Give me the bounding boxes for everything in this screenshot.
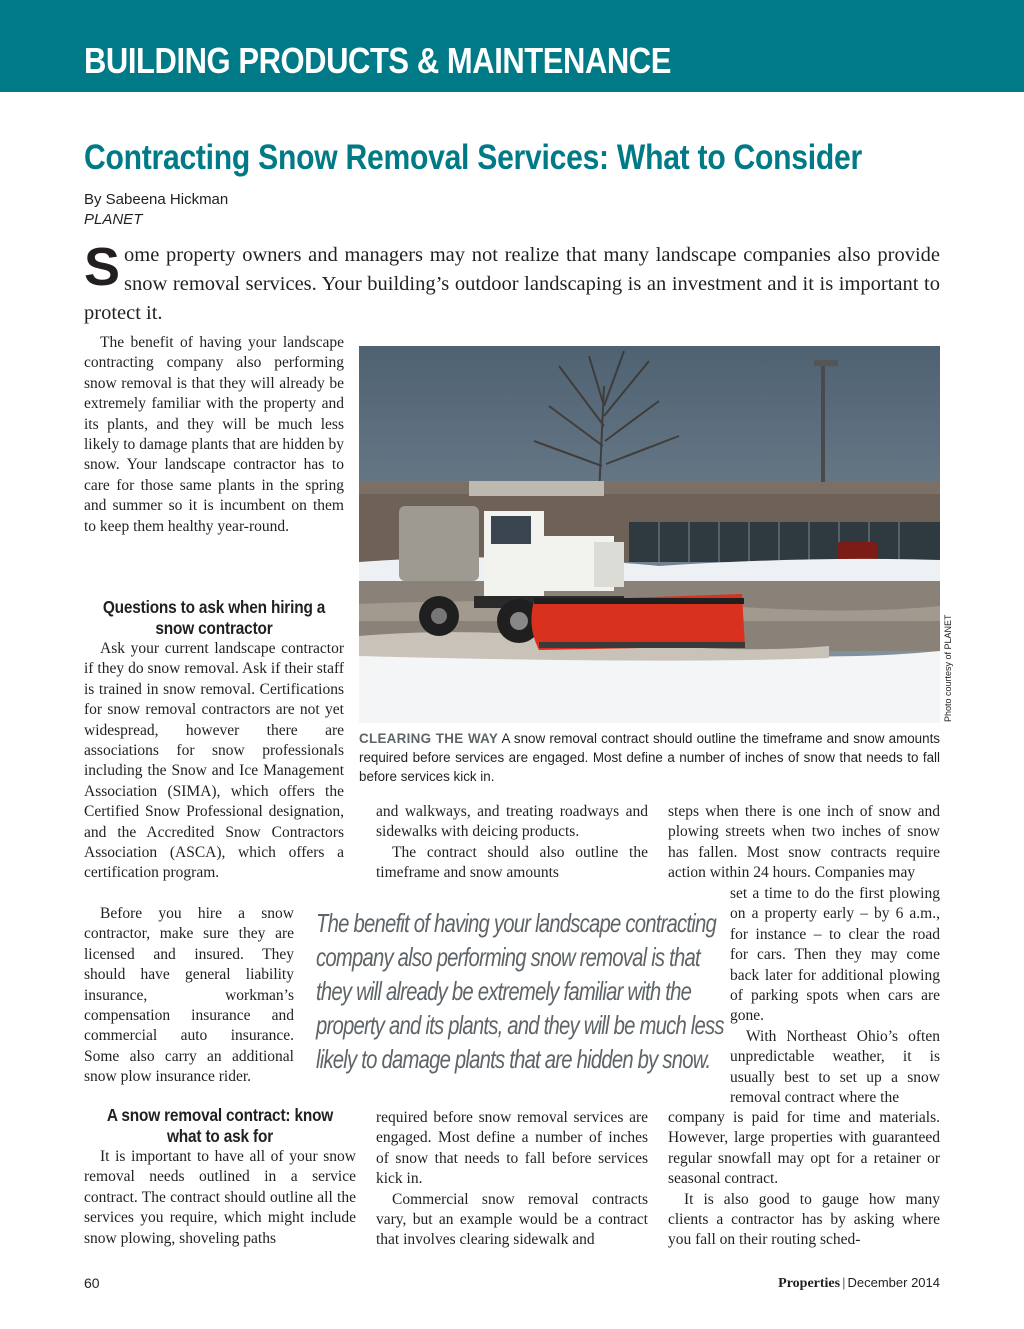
- article-title: Contracting Snow Removal Services: What to Consider: [84, 138, 862, 177]
- body-paragraph: With Northeast Ohio’s often unpredictable weather, it is usually best to set up a snow removal contract where the: [730, 1027, 940, 1107]
- pull-quote-line: company also performing snow removal is that: [316, 942, 700, 972]
- column-2-bottom: [376, 1108, 648, 1251]
- drop-cap: S: [84, 237, 121, 297]
- caption-lead: CLEARING THE WAY: [359, 731, 499, 746]
- pull-quote-line: they will already be extremely familiar with the: [316, 976, 692, 1006]
- intro-text: ome property owners and managers may not realize that many landscape companies also provide snow removal services. Your building’s outdoor landscaping is an investment and it is important to protect it.: [84, 244, 940, 324]
- body-paragraph: The contract should also outline the timeframe and snow amounts: [376, 843, 648, 882]
- body-paragraph: company is paid for time and materials. However, large properties with guaranteed regular snowfall may opt for a retainer or seasonal contract.: [668, 1109, 940, 1188]
- body-paragraph: It is also good to gauge how many clients a contractor has by asking where you fall on their routing sched-: [668, 1190, 940, 1249]
- body-paragraph: steps when there is one inch of snow and plowing streets when two inches of snow has fallen. Most snow contracts require action within 24 hours. Companies may: [668, 803, 940, 882]
- column-3-wrap: [730, 884, 940, 1108]
- body-paragraph: The benefit of having your landscape contracting company also performing snow removal is that they will already be extremely familiar with the property and its plants, and they will be much less likely to damage plants that are hidden by snow. Your landscape contractor has to care for those same plants in the spring and summer so it is incumbent on them to keep them healthy year-round.: [84, 334, 344, 535]
- pull-quote-line: likely to damage plants that are hidden by snow.: [316, 1044, 711, 1074]
- column-2-top: [376, 802, 648, 884]
- snowplow-photo: [359, 346, 940, 723]
- byline: [84, 190, 228, 230]
- body-paragraph: It is important to have all of your snow removal needs outlined in a service contract. The contract should outline all the services you require, which might include snow plowing, shoveling paths: [84, 1148, 356, 1247]
- pull-quote-line: property and its plants, and they will be much less: [316, 1010, 724, 1040]
- publication-name: Properties: [778, 1276, 841, 1291]
- photo-caption: [359, 729, 940, 786]
- caption-text: A snow removal contract should outline the timeframe and snow amounts required before services are engaged. Most define a number of inches of snow that needs to fall before services kick in.: [359, 731, 940, 784]
- column-3-bottom: [668, 1108, 940, 1251]
- pull-quote: [316, 906, 726, 1076]
- footer-separator: |: [842, 1275, 846, 1290]
- column-1-bottom: [84, 1105, 356, 1249]
- author-organization: PLANET: [84, 211, 143, 228]
- body-paragraph: Before you hire a snow contractor, make sure they are licensed and insured. They should have general liability insurance, workman’s compensation insurance and commercial auto insurance. Some also carry an additional snow plow insurance rider.: [84, 905, 294, 1086]
- body-paragraph: and walkways, and treating roadways and sidewalks with deicing products.: [376, 803, 648, 841]
- intro-paragraph: [84, 237, 940, 328]
- body-paragraph: set a time to do the first plowing on a property early – by 6 a.m., for instance – to clear the road for cars. Then they may come back later for additional plowing of parking spots when cars are gone.: [730, 885, 940, 1025]
- column-1-top: [84, 333, 344, 537]
- section-title: BUILDING PRODUCTS & MAINTENANCE: [84, 40, 671, 81]
- body-paragraph: Commercial snow removal contracts vary, but an example would be a contract that involves clearing sidewalk and: [376, 1190, 648, 1249]
- page-number: 60: [84, 1275, 100, 1291]
- body-paragraph: Ask your current landscape contractor if they do snow removal. Ask if their staff is trained in snow removal. Certifications for snow removal contractors are not yet widespread, however there are associations for snow professionals including the Snow and Ice Management Association (SIMA), which offers the Certified Snow Professional designation, and the Accredited Snow Contractors Association (ASCA), which offers a certification program.: [84, 640, 344, 882]
- column-3-top: [668, 802, 940, 884]
- subhead-hiring: Questions to ask when hiring a snow contractor: [102, 597, 326, 638]
- photo-credit: Photo courtesy of PLANET: [943, 614, 953, 722]
- pull-quote-line: The benefit of having your landscape contracting: [316, 908, 716, 938]
- section-banner: [0, 0, 1024, 92]
- author-name: By Sabeena Hickman: [84, 191, 229, 208]
- column-1-middle: [84, 597, 344, 884]
- issue-date: December 2014: [847, 1275, 940, 1290]
- column-1-wrap: [84, 904, 294, 1088]
- subhead-contract: A snow removal contract: know what to ask for: [106, 1105, 334, 1146]
- publication-footer: [778, 1275, 940, 1292]
- body-paragraph: required before snow removal services are engaged. Most define a number of inches of snow that needs to fall before services kick in.: [376, 1109, 648, 1188]
